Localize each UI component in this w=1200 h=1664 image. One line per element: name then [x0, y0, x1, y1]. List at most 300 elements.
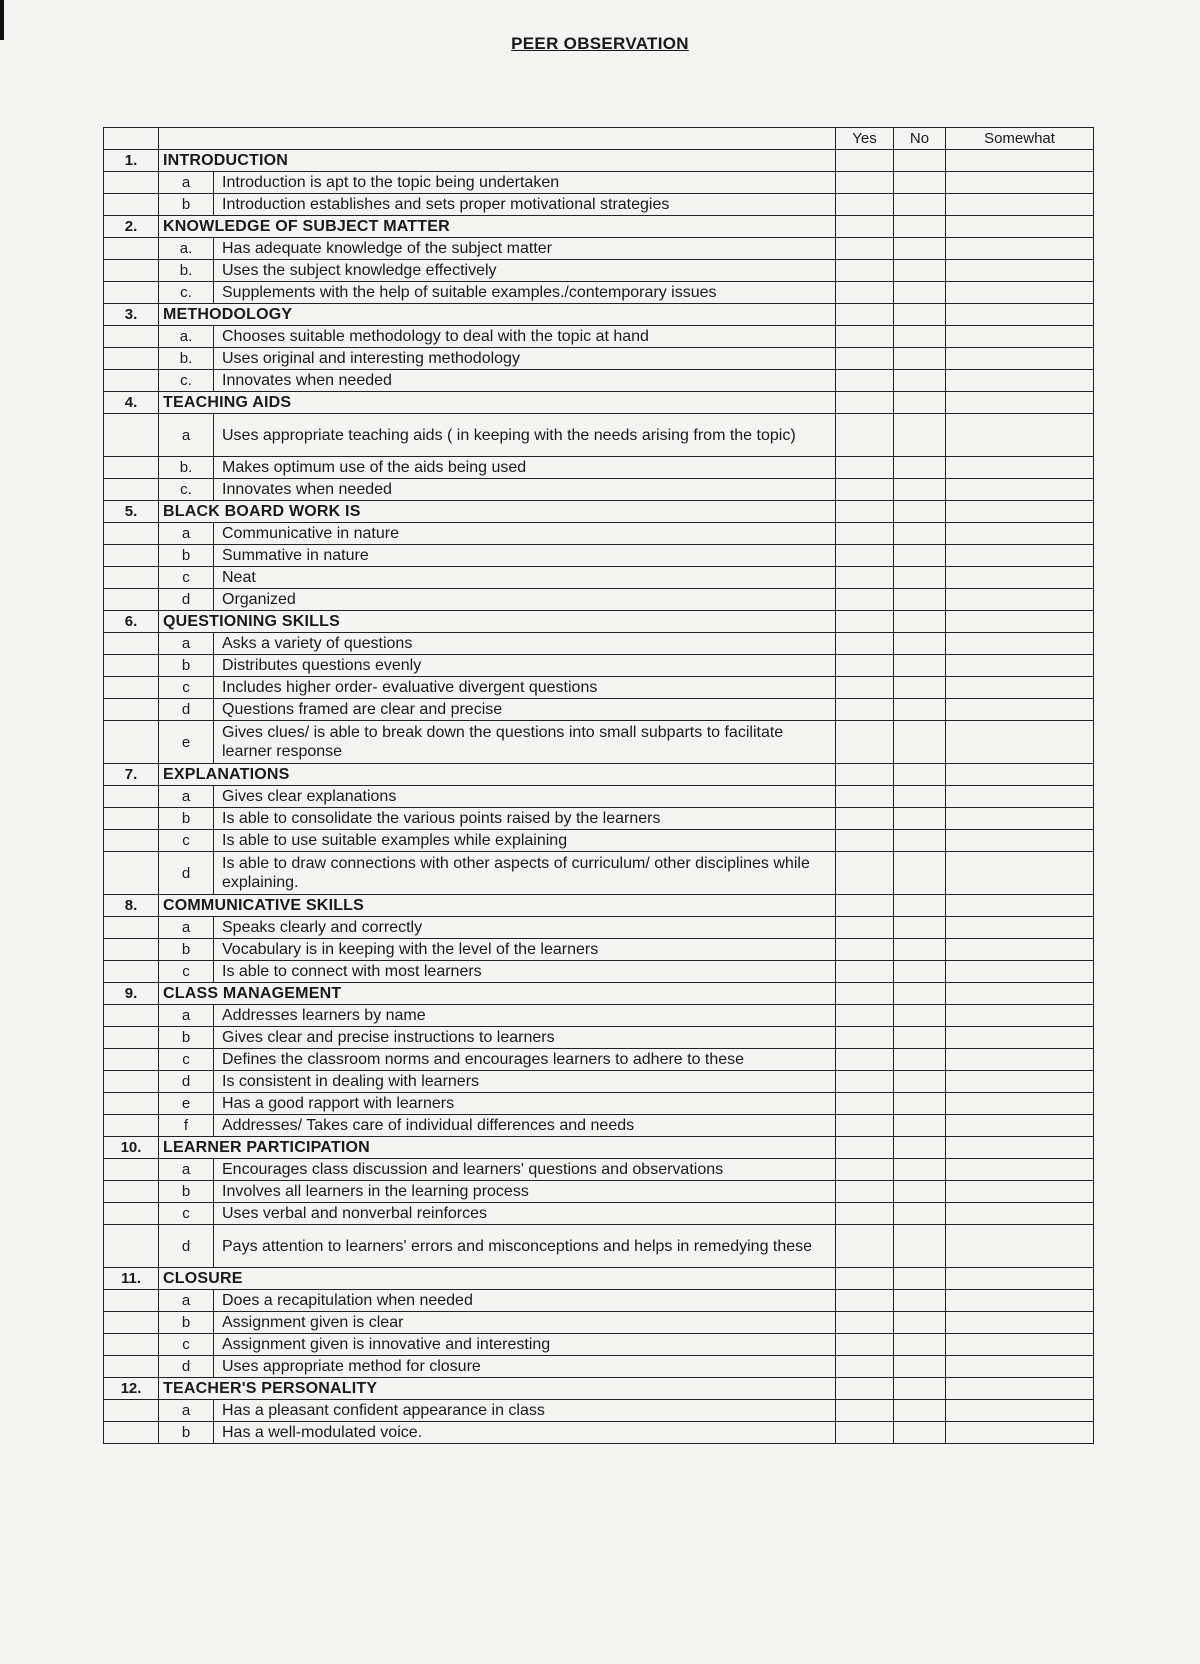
- number-blank-cell: [104, 1159, 159, 1181]
- yes-checkbox-cell[interactable]: [836, 1312, 894, 1334]
- no-checkbox-cell[interactable]: [894, 1334, 946, 1356]
- somewhat-checkbox-cell[interactable]: [946, 699, 1094, 721]
- item-letter: f: [159, 1115, 214, 1137]
- somewhat-cell[interactable]: [946, 983, 1094, 1005]
- somewhat-cell[interactable]: [946, 304, 1094, 326]
- somewhat-checkbox-cell[interactable]: [946, 655, 1094, 677]
- yes-cell[interactable]: [836, 150, 894, 172]
- criterion-row: [104, 589, 1094, 611]
- section-row: [104, 150, 1094, 172]
- yes-cell[interactable]: [836, 895, 894, 917]
- no-checkbox-cell[interactable]: [894, 479, 946, 501]
- yes-checkbox-cell[interactable]: [836, 1027, 894, 1049]
- section-row: [104, 1268, 1094, 1290]
- section-title: TEACHER'S PERSONALITY: [159, 1378, 836, 1400]
- yes-checkbox-cell[interactable]: [836, 1400, 894, 1422]
- criterion-text: Uses appropriate method for closure: [214, 1356, 836, 1378]
- number-blank-cell: [104, 1203, 159, 1225]
- yes-checkbox-cell[interactable]: [836, 282, 894, 304]
- section-number: 5.: [104, 501, 159, 523]
- somewhat-checkbox-cell[interactable]: [946, 479, 1094, 501]
- no-checkbox-cell[interactable]: [894, 326, 946, 348]
- item-letter: e: [159, 1093, 214, 1115]
- no-checkbox-cell[interactable]: [894, 961, 946, 983]
- yes-checkbox-cell[interactable]: [836, 545, 894, 567]
- somewhat-cell[interactable]: [946, 392, 1094, 414]
- section-row: [104, 895, 1094, 917]
- somewhat-checkbox-cell[interactable]: [946, 523, 1094, 545]
- yes-checkbox-cell[interactable]: [836, 917, 894, 939]
- number-blank-cell: [104, 523, 159, 545]
- no-checkbox-cell[interactable]: [894, 808, 946, 830]
- number-blank-cell: [104, 1290, 159, 1312]
- somewhat-checkbox-cell[interactable]: [946, 1181, 1094, 1203]
- criterion-text: Innovates when needed: [214, 370, 836, 392]
- no-checkbox-cell[interactable]: [894, 1093, 946, 1115]
- item-letter: c: [159, 1049, 214, 1071]
- criterion-text: Is able to draw connections with other aspects of curriculum/ other disciplines while explaining.: [214, 852, 836, 895]
- header-no: No: [894, 128, 946, 150]
- somewhat-checkbox-cell[interactable]: [946, 830, 1094, 852]
- section-row: [104, 764, 1094, 786]
- somewhat-checkbox-cell[interactable]: [946, 1071, 1094, 1093]
- no-checkbox-cell[interactable]: [894, 1356, 946, 1378]
- yes-checkbox-cell[interactable]: [836, 326, 894, 348]
- criterion-row: [104, 1005, 1094, 1027]
- no-checkbox-cell[interactable]: [894, 1312, 946, 1334]
- somewhat-checkbox-cell[interactable]: [946, 808, 1094, 830]
- criterion-text: Organized: [214, 589, 836, 611]
- criterion-row: [104, 238, 1094, 260]
- criterion-row: [104, 1203, 1094, 1225]
- yes-checkbox-cell[interactable]: [836, 655, 894, 677]
- yes-cell[interactable]: [836, 611, 894, 633]
- number-blank-cell: [104, 414, 159, 457]
- section-title: EXPLANATIONS: [159, 764, 836, 786]
- criterion-row: [104, 1115, 1094, 1137]
- no-checkbox-cell[interactable]: [894, 1290, 946, 1312]
- somewhat-checkbox-cell[interactable]: [946, 1290, 1094, 1312]
- number-blank-cell: [104, 1181, 159, 1203]
- criterion-text: Communicative in nature: [214, 523, 836, 545]
- yes-checkbox-cell[interactable]: [836, 852, 894, 895]
- criterion-row: [104, 1049, 1094, 1071]
- yes-checkbox-cell[interactable]: [836, 1049, 894, 1071]
- somewhat-cell[interactable]: [946, 895, 1094, 917]
- somewhat-checkbox-cell[interactable]: [946, 172, 1094, 194]
- somewhat-checkbox-cell[interactable]: [946, 633, 1094, 655]
- item-letter: d: [159, 1071, 214, 1093]
- no-checkbox-cell[interactable]: [894, 282, 946, 304]
- number-blank-cell: [104, 1049, 159, 1071]
- page-title: PEER OBSERVATION: [511, 34, 689, 53]
- criterion-text: Summative in nature: [214, 545, 836, 567]
- yes-cell[interactable]: [836, 1378, 894, 1400]
- no-cell[interactable]: [894, 501, 946, 523]
- somewhat-cell[interactable]: [946, 1378, 1094, 1400]
- somewhat-checkbox-cell[interactable]: [946, 545, 1094, 567]
- criterion-text: Defines the classroom norms and encourages learners to adhere to these: [214, 1049, 836, 1071]
- yes-checkbox-cell[interactable]: [836, 721, 894, 764]
- no-checkbox-cell[interactable]: [894, 677, 946, 699]
- somewhat-checkbox-cell[interactable]: [946, 939, 1094, 961]
- criterion-text: Chooses suitable methodology to deal with the topic at hand: [214, 326, 836, 348]
- yes-checkbox-cell[interactable]: [836, 1356, 894, 1378]
- criterion-text: Assignment given is clear: [214, 1312, 836, 1334]
- number-blank-cell: [104, 238, 159, 260]
- header-row: [104, 128, 1094, 150]
- criterion-row: [104, 1181, 1094, 1203]
- yes-cell[interactable]: [836, 1268, 894, 1290]
- yes-cell[interactable]: [836, 983, 894, 1005]
- no-checkbox-cell[interactable]: [894, 1400, 946, 1422]
- item-letter: e: [159, 721, 214, 764]
- yes-checkbox-cell[interactable]: [836, 1159, 894, 1181]
- yes-checkbox-cell[interactable]: [836, 414, 894, 457]
- somewhat-checkbox-cell[interactable]: [946, 260, 1094, 282]
- number-blank-cell: [104, 1334, 159, 1356]
- criterion-text: Uses verbal and nonverbal reinforces: [214, 1203, 836, 1225]
- somewhat-cell[interactable]: [946, 501, 1094, 523]
- criterion-text: Gives clues/ is able to break down the questions into small subparts to facilitate learner response: [214, 721, 836, 764]
- criterion-row: [104, 479, 1094, 501]
- item-letter: b: [159, 545, 214, 567]
- criterion-row: [104, 1356, 1094, 1378]
- no-cell[interactable]: [894, 611, 946, 633]
- item-letter: b: [159, 1027, 214, 1049]
- yes-checkbox-cell[interactable]: [836, 677, 894, 699]
- criterion-text: Vocabulary is in keeping with the level of the learners: [214, 939, 836, 961]
- no-cell[interactable]: [894, 895, 946, 917]
- criterion-row: [104, 545, 1094, 567]
- yes-checkbox-cell[interactable]: [836, 1005, 894, 1027]
- somewhat-checkbox-cell[interactable]: [946, 1422, 1094, 1444]
- number-blank-cell: [104, 786, 159, 808]
- no-checkbox-cell[interactable]: [894, 633, 946, 655]
- somewhat-checkbox-cell[interactable]: [946, 589, 1094, 611]
- criterion-row: [104, 830, 1094, 852]
- yes-cell[interactable]: [836, 764, 894, 786]
- criterion-text: Is consistent in dealing with learners: [214, 1071, 836, 1093]
- section-row: [104, 304, 1094, 326]
- no-cell[interactable]: [894, 150, 946, 172]
- yes-cell[interactable]: [836, 392, 894, 414]
- criterion-row: [104, 1027, 1094, 1049]
- yes-cell[interactable]: [836, 304, 894, 326]
- no-checkbox-cell[interactable]: [894, 830, 946, 852]
- no-checkbox-cell[interactable]: [894, 545, 946, 567]
- criterion-row: [104, 1290, 1094, 1312]
- section-title: COMMUNICATIVE SKILLS: [159, 895, 836, 917]
- number-blank-cell: [104, 1071, 159, 1093]
- yes-checkbox-cell[interactable]: [836, 786, 894, 808]
- yes-checkbox-cell[interactable]: [836, 1290, 894, 1312]
- no-checkbox-cell[interactable]: [894, 786, 946, 808]
- no-cell[interactable]: [894, 216, 946, 238]
- yes-checkbox-cell[interactable]: [836, 699, 894, 721]
- no-checkbox-cell[interactable]: [894, 1159, 946, 1181]
- criterion-text: Has a well-modulated voice.: [214, 1422, 836, 1444]
- no-checkbox-cell[interactable]: [894, 523, 946, 545]
- no-checkbox-cell[interactable]: [894, 567, 946, 589]
- no-checkbox-cell[interactable]: [894, 370, 946, 392]
- no-checkbox-cell[interactable]: [894, 414, 946, 457]
- somewhat-cell[interactable]: [946, 1268, 1094, 1290]
- section-number: 6.: [104, 611, 159, 633]
- no-checkbox-cell[interactable]: [894, 721, 946, 764]
- criterion-row: [104, 326, 1094, 348]
- criterion-row: [104, 633, 1094, 655]
- no-checkbox-cell[interactable]: [894, 1181, 946, 1203]
- item-letter: c: [159, 677, 214, 699]
- yes-checkbox-cell[interactable]: [836, 523, 894, 545]
- somewhat-checkbox-cell[interactable]: [946, 1005, 1094, 1027]
- section-row: [104, 216, 1094, 238]
- somewhat-cell[interactable]: [946, 216, 1094, 238]
- yes-cell[interactable]: [836, 216, 894, 238]
- item-letter: b: [159, 655, 214, 677]
- section-title: METHODOLOGY: [159, 304, 836, 326]
- somewhat-checkbox-cell[interactable]: [946, 1225, 1094, 1268]
- section-title: QUESTIONING SKILLS: [159, 611, 836, 633]
- item-letter: a: [159, 523, 214, 545]
- criterion-text: Neat: [214, 567, 836, 589]
- section-row: [104, 1137, 1094, 1159]
- item-letter: c: [159, 961, 214, 983]
- section-number: 7.: [104, 764, 159, 786]
- section-number: 4.: [104, 392, 159, 414]
- no-checkbox-cell[interactable]: [894, 238, 946, 260]
- number-blank-cell: [104, 655, 159, 677]
- item-letter: b: [159, 1312, 214, 1334]
- item-letter: b: [159, 1422, 214, 1444]
- criterion-text: Has a good rapport with learners: [214, 1093, 836, 1115]
- criterion-row: [104, 1159, 1094, 1181]
- no-checkbox-cell[interactable]: [894, 1005, 946, 1027]
- criterion-row: [104, 917, 1094, 939]
- no-checkbox-cell[interactable]: [894, 939, 946, 961]
- no-cell[interactable]: [894, 764, 946, 786]
- somewhat-checkbox-cell[interactable]: [946, 721, 1094, 764]
- somewhat-checkbox-cell[interactable]: [946, 414, 1094, 457]
- item-letter: a: [159, 1290, 214, 1312]
- somewhat-checkbox-cell[interactable]: [946, 852, 1094, 895]
- yes-checkbox-cell[interactable]: [836, 260, 894, 282]
- no-checkbox-cell[interactable]: [894, 699, 946, 721]
- somewhat-checkbox-cell[interactable]: [946, 1312, 1094, 1334]
- item-letter: b.: [159, 457, 214, 479]
- number-blank-cell: [104, 326, 159, 348]
- section-number: 8.: [104, 895, 159, 917]
- section-title: CLASS MANAGEMENT: [159, 983, 836, 1005]
- number-blank-cell: [104, 260, 159, 282]
- somewhat-checkbox-cell[interactable]: [946, 1027, 1094, 1049]
- criterion-text: Supplements with the help of suitable examples./contemporary issues: [214, 282, 836, 304]
- item-letter: b: [159, 1181, 214, 1203]
- criterion-row: [104, 655, 1094, 677]
- yes-checkbox-cell[interactable]: [836, 1071, 894, 1093]
- no-checkbox-cell[interactable]: [894, 172, 946, 194]
- header-somewhat: Somewhat: [946, 128, 1094, 150]
- yes-checkbox-cell[interactable]: [836, 633, 894, 655]
- yes-checkbox-cell[interactable]: [836, 808, 894, 830]
- criterion-text: Introduction is apt to the topic being undertaken: [214, 172, 836, 194]
- no-cell[interactable]: [894, 304, 946, 326]
- criterion-row: [104, 808, 1094, 830]
- no-cell[interactable]: [894, 1137, 946, 1159]
- yes-checkbox-cell[interactable]: [836, 1422, 894, 1444]
- yes-checkbox-cell[interactable]: [836, 457, 894, 479]
- yes-checkbox-cell[interactable]: [836, 567, 894, 589]
- criterion-text: Uses the subject knowledge effectively: [214, 260, 836, 282]
- yes-checkbox-cell[interactable]: [836, 961, 894, 983]
- criterion-text: Encourages class discussion and learners' questions and observations: [214, 1159, 836, 1181]
- yes-checkbox-cell[interactable]: [836, 194, 894, 216]
- somewhat-checkbox-cell[interactable]: [946, 348, 1094, 370]
- section-number: 10.: [104, 1137, 159, 1159]
- yes-checkbox-cell[interactable]: [836, 1093, 894, 1115]
- item-letter: c: [159, 1203, 214, 1225]
- somewhat-checkbox-cell[interactable]: [946, 961, 1094, 983]
- header-blank-num: [104, 128, 159, 150]
- somewhat-checkbox-cell[interactable]: [946, 786, 1094, 808]
- yes-checkbox-cell[interactable]: [836, 172, 894, 194]
- observation-table: [103, 127, 1094, 1444]
- number-blank-cell: [104, 939, 159, 961]
- yes-checkbox-cell[interactable]: [836, 1115, 894, 1137]
- criterion-text: Gives clear and precise instructions to learners: [214, 1027, 836, 1049]
- item-letter: c: [159, 567, 214, 589]
- criterion-text: Has adequate knowledge of the subject matter: [214, 238, 836, 260]
- criterion-row: [104, 414, 1094, 457]
- no-cell[interactable]: [894, 983, 946, 1005]
- criterion-row: [104, 1334, 1094, 1356]
- no-checkbox-cell[interactable]: [894, 348, 946, 370]
- yes-checkbox-cell[interactable]: [836, 1334, 894, 1356]
- item-letter: a: [159, 1005, 214, 1027]
- number-blank-cell: [104, 1027, 159, 1049]
- section-number: 11.: [104, 1268, 159, 1290]
- yes-checkbox-cell[interactable]: [836, 1225, 894, 1268]
- somewhat-checkbox-cell[interactable]: [946, 457, 1094, 479]
- criterion-row: [104, 172, 1094, 194]
- somewhat-checkbox-cell[interactable]: [946, 917, 1094, 939]
- no-cell[interactable]: [894, 1268, 946, 1290]
- criterion-row: [104, 370, 1094, 392]
- item-letter: c: [159, 830, 214, 852]
- somewhat-checkbox-cell[interactable]: [946, 567, 1094, 589]
- number-blank-cell: [104, 479, 159, 501]
- no-checkbox-cell[interactable]: [894, 852, 946, 895]
- criterion-row: [104, 1225, 1094, 1268]
- section-row: [104, 392, 1094, 414]
- criterion-row: [104, 282, 1094, 304]
- no-checkbox-cell[interactable]: [894, 589, 946, 611]
- somewhat-checkbox-cell[interactable]: [946, 1400, 1094, 1422]
- number-blank-cell: [104, 545, 159, 567]
- criterion-row: [104, 457, 1094, 479]
- number-blank-cell: [104, 1005, 159, 1027]
- somewhat-checkbox-cell[interactable]: [946, 326, 1094, 348]
- somewhat-checkbox-cell[interactable]: [946, 282, 1094, 304]
- no-cell[interactable]: [894, 392, 946, 414]
- somewhat-checkbox-cell[interactable]: [946, 1334, 1094, 1356]
- number-blank-cell: [104, 348, 159, 370]
- no-checkbox-cell[interactable]: [894, 1203, 946, 1225]
- no-checkbox-cell[interactable]: [894, 1071, 946, 1093]
- somewhat-cell[interactable]: [946, 611, 1094, 633]
- no-checkbox-cell[interactable]: [894, 655, 946, 677]
- header-blank-criteria: [159, 128, 836, 150]
- somewhat-checkbox-cell[interactable]: [946, 238, 1094, 260]
- somewhat-checkbox-cell[interactable]: [946, 370, 1094, 392]
- no-checkbox-cell[interactable]: [894, 1027, 946, 1049]
- item-letter: d: [159, 699, 214, 721]
- somewhat-checkbox-cell[interactable]: [946, 1093, 1094, 1115]
- somewhat-checkbox-cell[interactable]: [946, 1203, 1094, 1225]
- item-letter: a.: [159, 238, 214, 260]
- no-checkbox-cell[interactable]: [894, 917, 946, 939]
- yes-cell[interactable]: [836, 1137, 894, 1159]
- no-checkbox-cell[interactable]: [894, 457, 946, 479]
- yes-checkbox-cell[interactable]: [836, 589, 894, 611]
- item-letter: a: [159, 172, 214, 194]
- criterion-text: Addresses learners by name: [214, 1005, 836, 1027]
- no-checkbox-cell[interactable]: [894, 1115, 946, 1137]
- no-checkbox-cell[interactable]: [894, 1049, 946, 1071]
- no-checkbox-cell[interactable]: [894, 194, 946, 216]
- yes-checkbox-cell[interactable]: [836, 1181, 894, 1203]
- somewhat-checkbox-cell[interactable]: [946, 194, 1094, 216]
- no-checkbox-cell[interactable]: [894, 1422, 946, 1444]
- yes-checkbox-cell[interactable]: [836, 939, 894, 961]
- yes-checkbox-cell[interactable]: [836, 1203, 894, 1225]
- somewhat-cell[interactable]: [946, 1137, 1094, 1159]
- no-checkbox-cell[interactable]: [894, 1225, 946, 1268]
- number-blank-cell: [104, 457, 159, 479]
- item-letter: b: [159, 939, 214, 961]
- somewhat-checkbox-cell[interactable]: [946, 1356, 1094, 1378]
- yes-checkbox-cell[interactable]: [836, 238, 894, 260]
- section-number: 9.: [104, 983, 159, 1005]
- section-title: KNOWLEDGE OF SUBJECT MATTER: [159, 216, 836, 238]
- somewhat-checkbox-cell[interactable]: [946, 1159, 1094, 1181]
- criterion-row: [104, 852, 1094, 895]
- no-cell[interactable]: [894, 1378, 946, 1400]
- number-blank-cell: [104, 1225, 159, 1268]
- number-blank-cell: [104, 1312, 159, 1334]
- item-letter: a.: [159, 326, 214, 348]
- yes-checkbox-cell[interactable]: [836, 370, 894, 392]
- number-blank-cell: [104, 917, 159, 939]
- number-blank-cell: [104, 633, 159, 655]
- section-title: BLACK BOARD WORK IS: [159, 501, 836, 523]
- item-letter: c.: [159, 370, 214, 392]
- number-blank-cell: [104, 1093, 159, 1115]
- somewhat-cell[interactable]: [946, 764, 1094, 786]
- somewhat-checkbox-cell[interactable]: [946, 1049, 1094, 1071]
- yes-checkbox-cell[interactable]: [836, 479, 894, 501]
- somewhat-checkbox-cell[interactable]: [946, 677, 1094, 699]
- yes-cell[interactable]: [836, 501, 894, 523]
- criterion-row: [104, 786, 1094, 808]
- no-checkbox-cell[interactable]: [894, 260, 946, 282]
- somewhat-cell[interactable]: [946, 150, 1094, 172]
- yes-checkbox-cell[interactable]: [836, 348, 894, 370]
- section-number: 3.: [104, 304, 159, 326]
- somewhat-checkbox-cell[interactable]: [946, 1115, 1094, 1137]
- yes-checkbox-cell[interactable]: [836, 830, 894, 852]
